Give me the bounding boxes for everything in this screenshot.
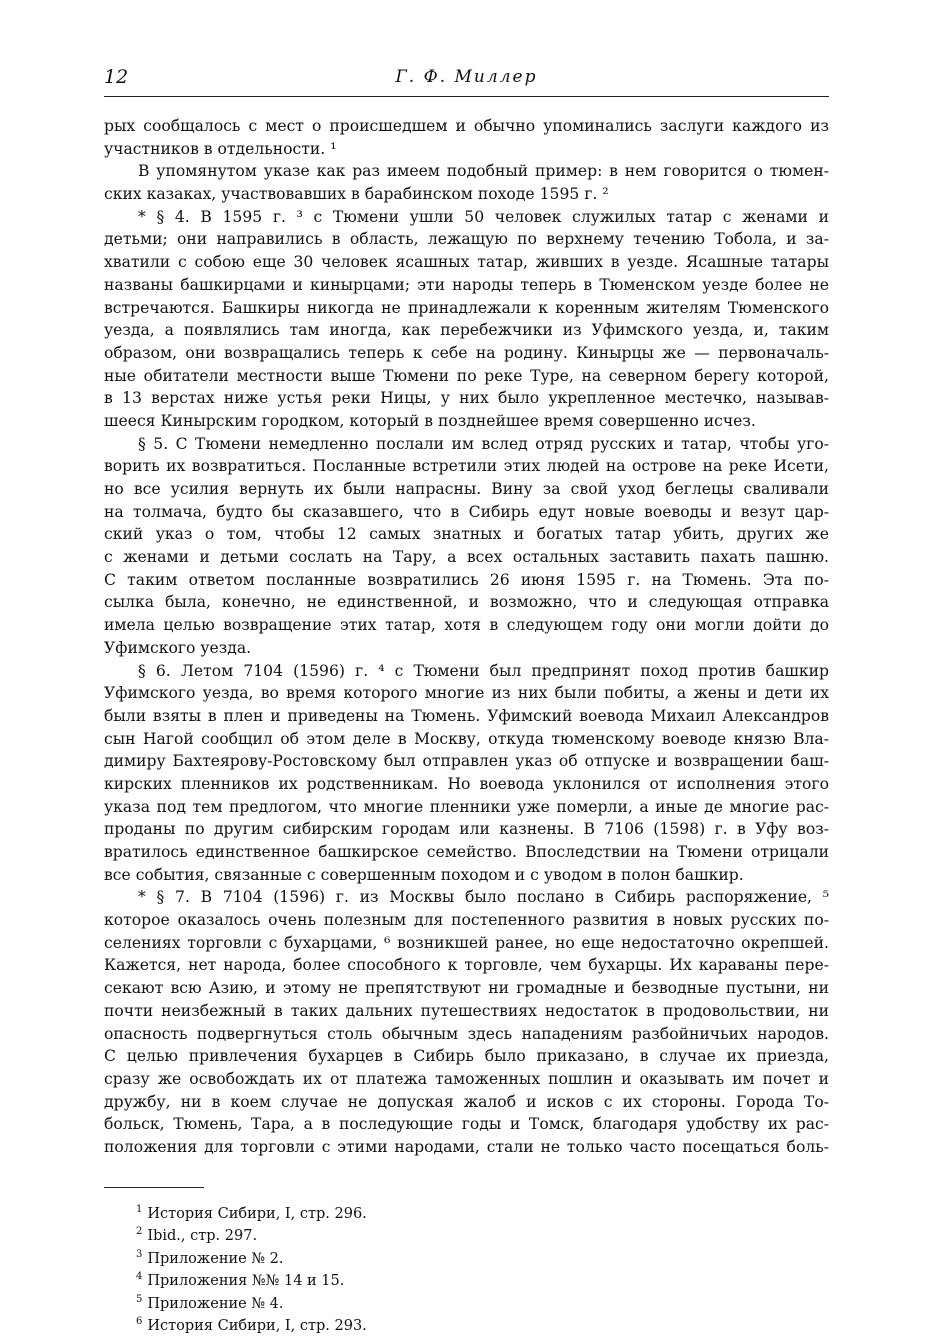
footnote xyxy=(104,1268,829,1291)
text-line: димиру Бахтеярову-Ростовскому был отправлен указ об отпуске и возвращении баш- xyxy=(104,752,829,771)
text-line: но все усилия вернуть их были напрасны. Вину за свой уход беглецы сваливали xyxy=(104,480,829,498)
footnote-text: Приложения №№ 14 и 15. xyxy=(147,1273,345,1290)
footnote-mark: 1 xyxy=(136,1203,143,1215)
text-line: все события, связанные с совершенным походом и с уводом в полон башкир. xyxy=(104,865,744,884)
text-line: на толмача, будто бы сказавшего, что в Сибирь едут новые воеводы и везут цар- xyxy=(104,502,829,521)
footnote-text: История Сибири, I, стр. 293. xyxy=(147,1318,367,1335)
text-line: сын Нагой сообщил об этом деле в Москву, откуда тюменскому воеводе князю Вла- xyxy=(104,729,829,748)
text-line: селениях торговли с бухарцами, ⁶ возникшей ранее, но еще недостаточно окрепшей. xyxy=(104,933,829,952)
text-line: шееся Кинырским городком, который в позднейшее время совершенно исчез. xyxy=(104,411,756,430)
text-line: ные обитатели местности выше Тюмени по реке Туре, на северном берегу которой, xyxy=(104,366,829,385)
text-line: § 5. С Тюмени немедленно послали им вслед отряд русских и татар, чтобы уго- xyxy=(138,434,829,453)
text-line: ских казаках, участвовавших в барабинском походе 1595 г. ² xyxy=(104,185,609,204)
text-line: секают всю Азию, и этому не препятствуют ни громадные и безводные пустыни, ни xyxy=(104,979,829,998)
text-line: сылка была, конечно, не единственной, и возможно, что и следующая отправка xyxy=(104,593,829,612)
footnote-mark: 6 xyxy=(136,1316,143,1328)
footnote xyxy=(104,1223,829,1246)
text-line: в 13 верстах ниже устья реки Ницы, у них было укрепленное местечко, называв- xyxy=(104,389,829,408)
footnote xyxy=(104,1313,829,1336)
footnotes xyxy=(104,1187,829,1336)
text-line: С таким ответом посланные возвратились 26 июня 1595 г. на Тюмень. Эта по- xyxy=(104,570,829,589)
text-line: С целью привлечения бухарцев в Сибирь было приказано, в случае их приезда, xyxy=(104,1047,829,1066)
text-line: ворить их возвратиться. Посланные встретили этих людей на острове на реке Исети, xyxy=(104,457,829,476)
footnote-rule xyxy=(104,1187,204,1188)
text-line: кирских пленников их родственникам. Но воевода уклонился от исполнения этого xyxy=(104,774,829,793)
footnote xyxy=(104,1246,829,1269)
footnote-mark: 5 xyxy=(136,1293,143,1305)
text-line: опасность подвергнуться столь обычным здесь нападениям разбойничьих народов. xyxy=(104,1024,829,1043)
text-line: которое оказалось очень полезным для постепенного развития в новых русских по- xyxy=(104,911,829,930)
text-line: проданы по другим сибирским городам или казнены. В 7106 (1598) г. в Уфу воз- xyxy=(104,820,829,839)
footnote-text: Приложение № 4. xyxy=(147,1295,284,1312)
text-line: дружбу, ни в коем случае не допуская жалоб и исков с их стороны. Города То- xyxy=(104,1092,829,1111)
footnote-text: Приложение № 2. xyxy=(147,1250,284,1267)
footnote-text: Ibid., стр. 297. xyxy=(147,1227,258,1244)
text-line: Кажется, нет народа, более способного к торговле, чем бухарцы. Их караваны пере- xyxy=(104,956,829,975)
page-number: 12 xyxy=(104,66,129,88)
text-line: сразу же освобождать их от платежа таможенных пошлин и оказывать им почет и xyxy=(104,1069,829,1088)
text-line: Уфимского уезда, во время которого многие из них были побиты, а жены и дети их xyxy=(104,684,829,703)
text-line: с женами и детьми сослать на Тару, а всех остальных заставить пахать пашню. xyxy=(104,548,829,567)
text-line: больск, Тюмень, Тара, а в последующие годы и Томск, благодаря удобству их рас- xyxy=(104,1115,829,1134)
text-line: Уфимского уезда. xyxy=(104,638,252,657)
text-line: детьми; они направились в область, лежащую по верхнему течению Тобола, и за- xyxy=(104,230,829,249)
text-line: участников в отдельности. ¹ xyxy=(104,139,337,158)
text-line: ский указ о том, чтобы 12 самых знатных и богатых татар убить, других же xyxy=(104,525,829,544)
text-line: * § 4. В 1595 г. ³ с Тюмени ушли 50 человек служилых татар с женами и xyxy=(138,207,829,226)
text-line: образом, они возвращались теперь к себе на родину. Кинырцы же — первоначаль- xyxy=(104,343,829,362)
text-line: указа под тем предлогом, что многие пленники уже померли, а иные де многие рас- xyxy=(104,797,829,816)
page-header xyxy=(104,62,829,97)
text-line: названы башкирцами и кинырцами; эти народы теперь в Тюменском уезде более не xyxy=(104,275,829,294)
text-line: встречаются. Башкиры никогда не принадлежали к коренным жителям Тюменского xyxy=(104,298,829,317)
footnote-mark: 2 xyxy=(136,1226,143,1238)
text-line: вратилось единственное башкирское семейство. Впоследствии на Тюмени отрицали xyxy=(104,843,829,861)
footnote xyxy=(104,1201,829,1224)
body-text xyxy=(104,115,829,1159)
document-page xyxy=(104,62,829,1336)
text-line: положения для торговли с этими народами, стали не только часто посещаться боль- xyxy=(104,1137,829,1156)
text-line: § 6. Летом 7104 (1596) г. ⁴ с Тюмени был предпринят поход против башкир xyxy=(138,661,829,680)
text-line: были взяты в плен и приведены на Тюмень. Уфимский воевода Михаил Александров xyxy=(104,706,829,725)
text-line: уезда, а появлялись там иногда, как перебежчики из Уфимского уезда, и, таким xyxy=(104,321,829,340)
footnote-text: История Сибири, I, стр. 296. xyxy=(147,1205,367,1222)
text-line: * § 7. В 7104 (1596) г. из Москвы было послано в Сибирь распоряжение, ⁵ xyxy=(138,888,829,907)
footnote-mark: 4 xyxy=(136,1271,143,1283)
text-line: В упомянутом указе как раз имеем подобный пример: в нем говорится о тюмен- xyxy=(138,162,829,181)
running-title: Г. Ф. Миллер xyxy=(395,67,538,87)
text-line: рых сообщалось с мест о происшедшем и обычно упоминались заслуги каждого из xyxy=(104,117,829,135)
text-line: почти неизбежный в таких дальних путешествиях недостаток в продовольствии, ни xyxy=(104,1001,829,1020)
text-line: хватили с собою еще 30 человек ясашных татар, живших в уезде. Ясашные татары xyxy=(104,253,829,272)
footnote xyxy=(104,1291,829,1314)
text-line: имела целью возвращение этих татар, хотя в следующем году они могли дойти до xyxy=(104,616,829,635)
footnote-mark: 3 xyxy=(136,1248,143,1260)
